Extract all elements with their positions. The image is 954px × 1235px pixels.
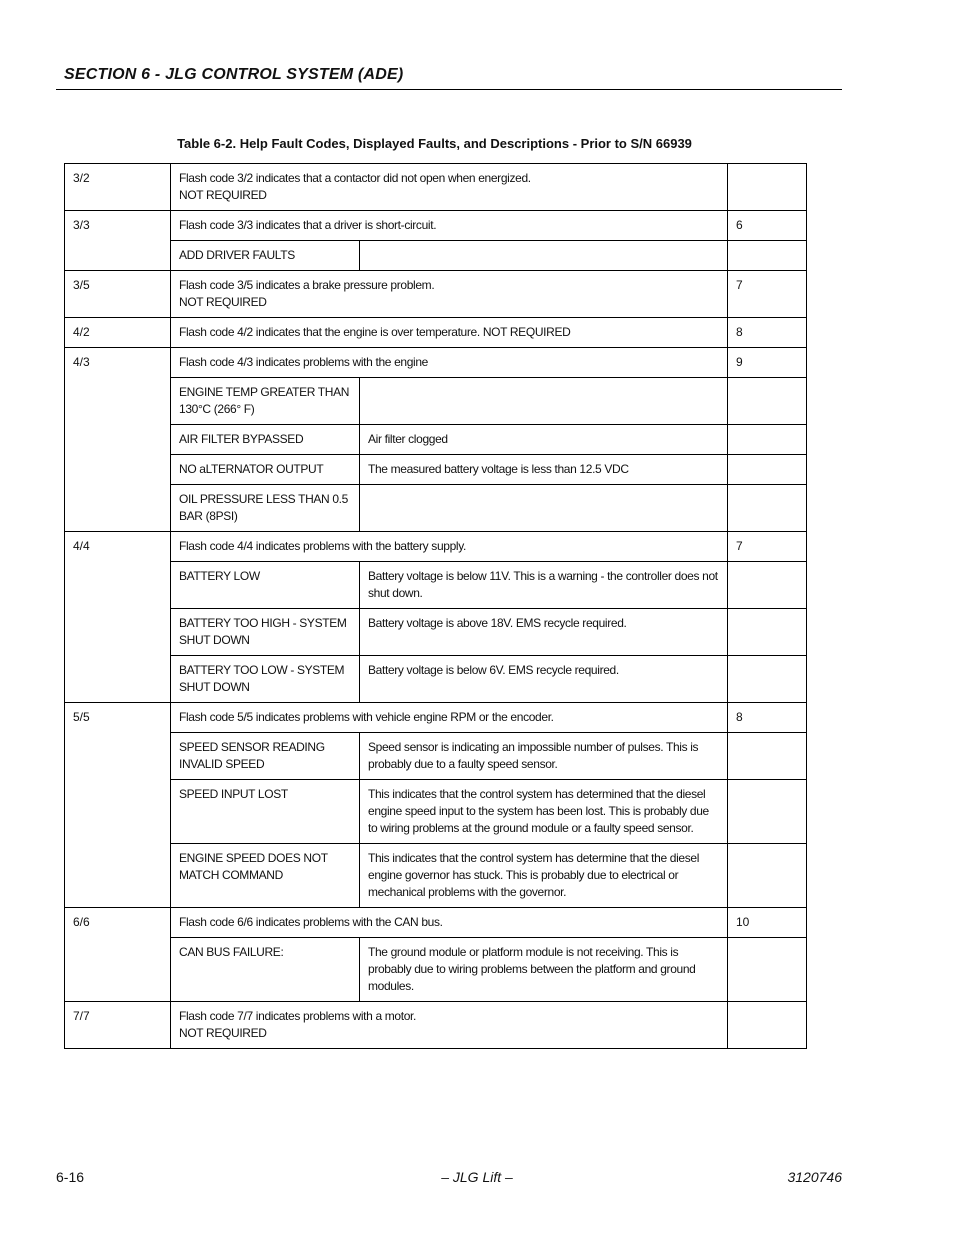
table-row: [65, 485, 807, 532]
reference-number: [728, 455, 807, 485]
flash-code: 4/3: [65, 348, 171, 532]
table-row: [65, 703, 807, 733]
table-row: [65, 609, 807, 656]
description-line: Flash code 3/3 indicates that a driver is short-circuit.: [179, 218, 437, 232]
displayed-fault: ENGINE TEMP GREATER THAN 130°C (266° F): [171, 378, 360, 425]
table-row: [65, 378, 807, 425]
reference-number: [728, 562, 807, 609]
table-row: [65, 455, 807, 485]
reference-number: [728, 378, 807, 425]
reference-number: [728, 844, 807, 908]
description-line: NOT REQUIRED: [179, 1026, 267, 1040]
description-line: Flash code 4/4 indicates problems with the battery supply.: [179, 539, 466, 553]
flash-code: 6/6: [65, 908, 171, 1002]
header-rule: [56, 89, 842, 90]
displayed-fault: OIL PRESSURE LESS THAN 0.5 BAR (8PSI): [171, 485, 360, 532]
document-number: 3120746: [787, 1169, 842, 1185]
fault-detail: Speed sensor is indicating an impossible number of pulses. This is probably due to a faulty speed sensor.: [360, 733, 728, 780]
flash-code: 5/5: [65, 703, 171, 908]
fault-detail: This indicates that the control system has determine that the diesel engine governor has stuck. This is probably due to electrical or mechanical problems with the governor.: [360, 844, 728, 908]
description-line: NOT REQUIRED: [179, 188, 267, 202]
table-row: [65, 241, 807, 271]
flash-code-description: [171, 348, 728, 378]
displayed-fault: CAN BUS FAILURE:: [171, 938, 360, 1002]
reference-number: 6: [728, 211, 807, 241]
table-row: [65, 938, 807, 1002]
fault-detail: [360, 485, 728, 532]
flash-code-description: [171, 211, 728, 241]
flash-code: 3/2: [65, 164, 171, 211]
fault-detail: The measured battery voltage is less than 12.5 VDC: [360, 455, 728, 485]
displayed-fault: BATTERY LOW: [171, 562, 360, 609]
reference-number: [728, 656, 807, 703]
displayed-fault: NO aLTERNATOR OUTPUT: [171, 455, 360, 485]
reference-number: [728, 938, 807, 1002]
reference-number: [728, 485, 807, 532]
reference-number: 8: [728, 703, 807, 733]
flash-code-description: [171, 703, 728, 733]
footer-publisher: – JLG Lift –: [441, 1169, 513, 1185]
reference-number: 7: [728, 271, 807, 318]
flash-code-description: [171, 532, 728, 562]
reference-number: [728, 164, 807, 211]
table-caption: Table 6-2. Help Fault Codes, Displayed Faults, and Descriptions - Prior to S/N 66939: [177, 136, 692, 151]
description-line: NOT REQUIRED: [179, 295, 267, 309]
fault-detail: Battery voltage is below 11V. This is a warning - the controller does not shut down.: [360, 562, 728, 609]
flash-code-description: [171, 164, 728, 211]
reference-number: 10: [728, 908, 807, 938]
section-header: [56, 64, 842, 84]
reference-number: [728, 425, 807, 455]
table-row: [65, 532, 807, 562]
flash-code-description: [171, 1002, 728, 1049]
flash-code: 7/7: [65, 1002, 171, 1049]
reference-number: [728, 1002, 807, 1049]
reference-number: [728, 241, 807, 271]
flash-code: 3/5: [65, 271, 171, 318]
fault-detail: [360, 241, 728, 271]
displayed-fault: ADD DRIVER FAULTS: [171, 241, 360, 271]
table-row: [65, 1002, 807, 1049]
reference-number: [728, 733, 807, 780]
displayed-fault: AIR FILTER BYPASSED: [171, 425, 360, 455]
displayed-fault: SPEED INPUT LOST: [171, 780, 360, 844]
reference-number: 8: [728, 318, 807, 348]
fault-detail: This indicates that the control system has determined that the diesel engine speed input to the system has been lost. This is probably due to wiring problems at the ground module or a faulty speed sensor.: [360, 780, 728, 844]
flash-code: 4/2: [65, 318, 171, 348]
table-row: [65, 211, 807, 241]
fault-detail: [360, 378, 728, 425]
description-line: Flash code 7/7 indicates problems with a motor.: [179, 1009, 417, 1023]
fault-detail: The ground module or platform module is not receiving. This is probably due to wiring problems between the platform and ground modules.: [360, 938, 728, 1002]
reference-number: [728, 609, 807, 656]
reference-number: 7: [728, 532, 807, 562]
table-row: [65, 271, 807, 318]
flash-code: 3/3: [65, 211, 171, 271]
table-row: [65, 780, 807, 844]
page-number: 6-16: [56, 1169, 85, 1185]
table-row: [65, 733, 807, 780]
table-row: [65, 425, 807, 455]
fault-detail: Air filter clogged: [360, 425, 728, 455]
flash-code-description: [171, 908, 728, 938]
fault-codes-table: [64, 163, 807, 1049]
table-row: [65, 844, 807, 908]
description-line: Flash code 3/2 indicates that a contactor did not open when energized.: [179, 171, 531, 185]
description-line: Flash code 4/3 indicates problems with the engine: [179, 355, 429, 369]
reference-number: [728, 780, 807, 844]
table-row: [65, 562, 807, 609]
table-row: [65, 318, 807, 348]
flash-code-description: [171, 271, 728, 318]
description-line: Flash code 5/5 indicates problems with vehicle engine RPM or the encoder.: [179, 710, 554, 724]
fault-detail: Battery voltage is below 6V. EMS recycle required.: [360, 656, 728, 703]
fault-detail: Battery voltage is above 18V. EMS recycle required.: [360, 609, 728, 656]
flash-code-description: [171, 318, 728, 348]
displayed-fault: ENGINE SPEED DOES NOT MATCH COMMAND: [171, 844, 360, 908]
description-line: Flash code 4/2 indicates that the engine is over temperature. NOT REQUIRED: [179, 325, 571, 339]
table-row: [65, 656, 807, 703]
section-title: SECTION 6 - JLG CONTROL SYSTEM (ADE): [64, 66, 404, 83]
displayed-fault: SPEED SENSOR READING INVALID SPEED: [171, 733, 360, 780]
reference-number: 9: [728, 348, 807, 378]
description-line: Flash code 6/6 indicates problems with the CAN bus.: [179, 915, 443, 929]
flash-code: 4/4: [65, 532, 171, 703]
table-row: [65, 348, 807, 378]
description-line: Flash code 3/5 indicates a brake pressure problem.: [179, 278, 435, 292]
table-row: [65, 908, 807, 938]
displayed-fault: BATTERY TOO LOW - SYSTEM SHUT DOWN: [171, 656, 360, 703]
table-row: [65, 164, 807, 211]
displayed-fault: BATTERY TOO HIGH - SYSTEM SHUT DOWN: [171, 609, 360, 656]
